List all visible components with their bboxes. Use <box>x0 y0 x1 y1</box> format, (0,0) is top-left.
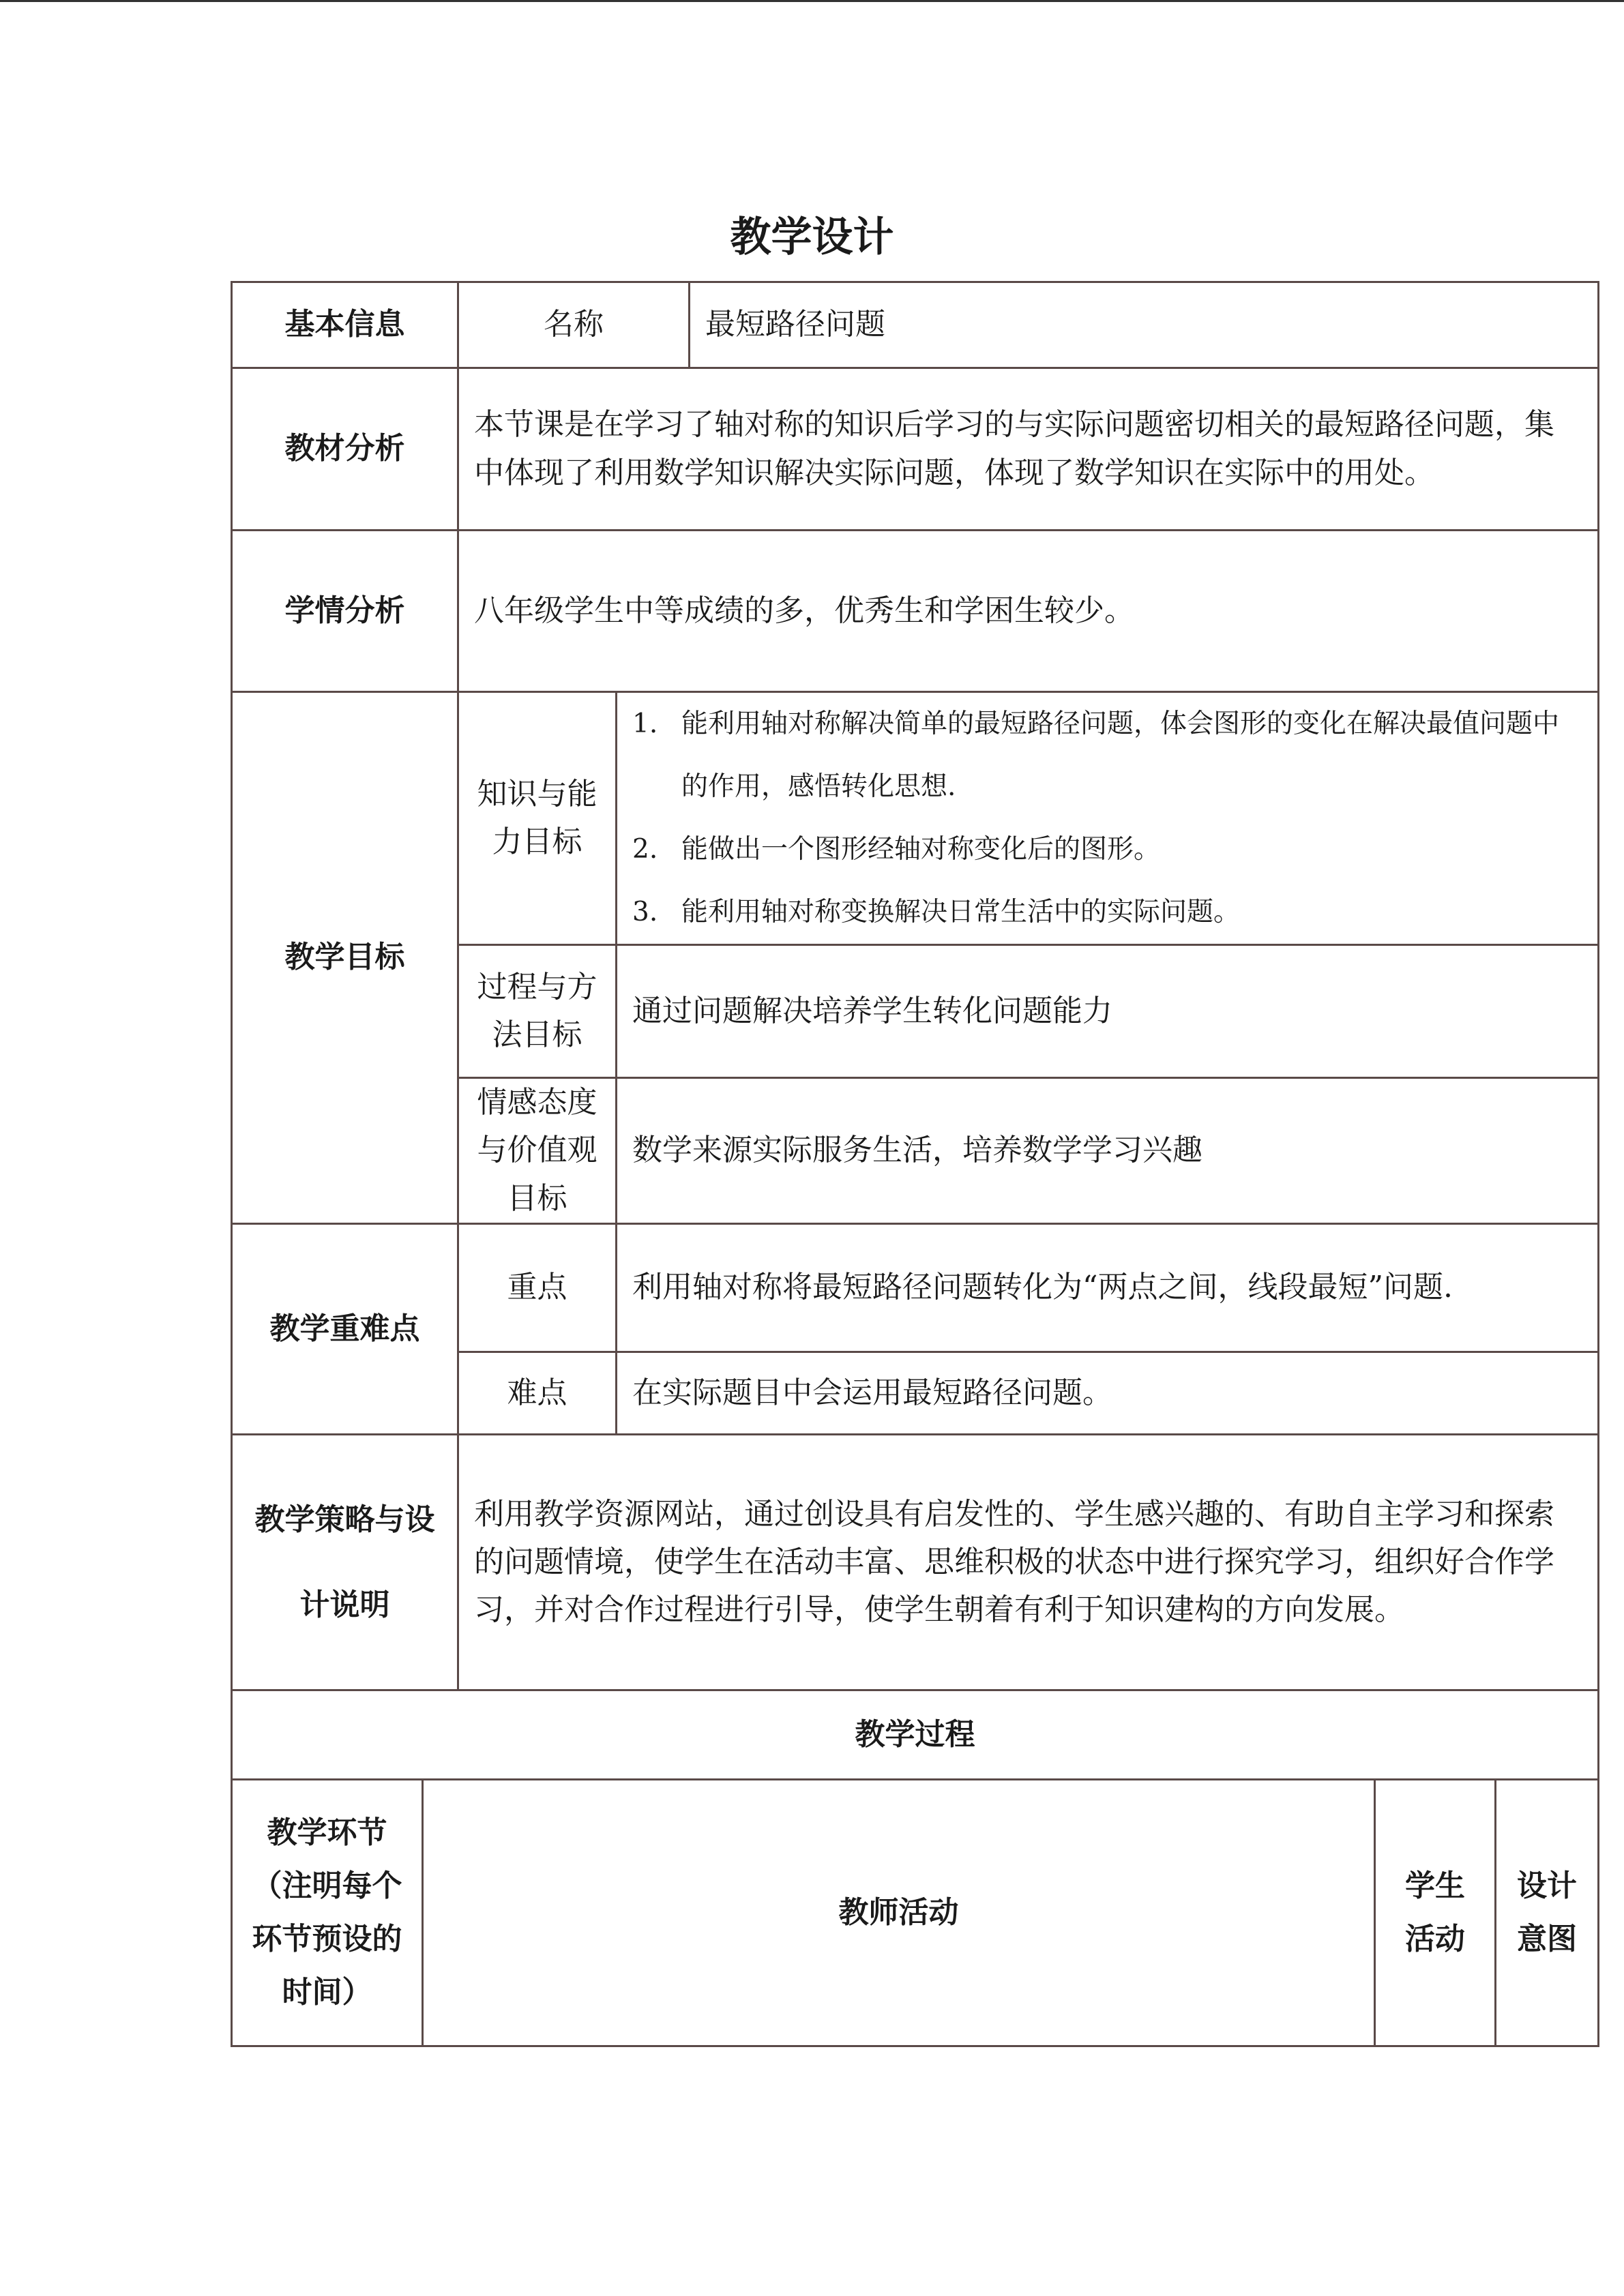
page-top-border <box>0 0 1624 2</box>
name-value: 最短路径问题 <box>690 282 1599 368</box>
strategy-text: 利用教学资源网站，通过创设具有启发性的、学生感兴趣的、有助自主学习和探索的问题情境，使学生在活动丰富、思维积极的状态中进行探究学习，组织好合作学习，并对合作过程进行引导，使学生朝着有利于知识建构的方向发展。 <box>458 1435 1599 1690</box>
key-points-label: 教学重难点 <box>232 1224 458 1435</box>
learner-analysis-label: 学情分析 <box>232 531 458 692</box>
focus-label: 重点 <box>458 1224 617 1352</box>
objectives-label: 教学目标 <box>232 692 458 1224</box>
key-focus-row <box>232 1224 1599 1352</box>
basic-info-row <box>232 282 1599 368</box>
strategy-label: 教学策略与设计说明 <box>232 1435 458 1690</box>
focus-text: 利用轴对称将最短路径问题转化为“两点之间，线段最短”问题. <box>617 1224 1599 1352</box>
list-item <box>632 693 1582 818</box>
basic-info-label: 基本信息 <box>232 282 458 368</box>
strategy-row <box>232 1435 1599 1690</box>
stage-column-header: 教学环节（注明每个环节预设的时间） <box>232 1780 423 2046</box>
process-heading-row <box>232 1690 1599 1780</box>
intent-column-header: 设计意图 <box>1496 1780 1599 2046</box>
list-number: 2. <box>632 834 658 865</box>
list-text: 能做出一个图形经轴对称变化后的图形。 <box>681 834 1161 865</box>
material-analysis-label: 教材分析 <box>232 368 458 531</box>
emotion-objective-text: 数学来源实际服务生活，培养数学学习兴趣 <box>617 1078 1599 1224</box>
list-number: 3. <box>632 897 658 927</box>
material-analysis-row <box>232 368 1599 531</box>
learner-analysis-text: 八年级学生中等成绩的多，优秀生和学困生较少。 <box>458 531 1599 692</box>
process-columns-row <box>232 1780 1599 2046</box>
process-objective-label: 过程与方法目标 <box>458 945 617 1078</box>
emotion-objective-label: 情感态度与价值观目标 <box>458 1078 617 1224</box>
learner-analysis-row <box>232 531 1599 692</box>
process-objective-text: 通过问题解决培养学生转化问题能力 <box>617 945 1599 1078</box>
material-analysis-text: 本节课是在学习了轴对称的知识后学习的与实际问题密切相关的最短路径问题，集中体现了利用数学知识解决实际问题，体现了数学知识在实际中的用处。 <box>458 368 1599 531</box>
lesson-design-table <box>231 281 1599 2047</box>
objective-knowledge-row <box>232 692 1599 945</box>
list-number: 1. <box>632 709 658 739</box>
knowledge-objective-list <box>617 692 1599 945</box>
process-heading: 教学过程 <box>232 1690 1599 1780</box>
list-item <box>632 818 1582 881</box>
name-label: 名称 <box>458 282 690 368</box>
difficulty-text: 在实际题目中会运用最短路径问题。 <box>617 1352 1599 1435</box>
teacher-column-header: 教师活动 <box>423 1780 1375 2046</box>
list-item <box>632 881 1582 944</box>
difficulty-label: 难点 <box>458 1352 617 1435</box>
knowledge-objective-label: 知识与能力目标 <box>458 692 617 945</box>
student-column-header: 学生活动 <box>1375 1780 1496 2046</box>
list-text: 能利用轴对称解决简单的最短路径问题，体会图形的变化在解决最值问题中的作用，感悟转化思想. <box>681 709 1560 802</box>
document-title: 教学设计 <box>730 213 894 261</box>
list-text: 能利用轴对称变换解决日常生活中的实际问题。 <box>681 897 1241 927</box>
